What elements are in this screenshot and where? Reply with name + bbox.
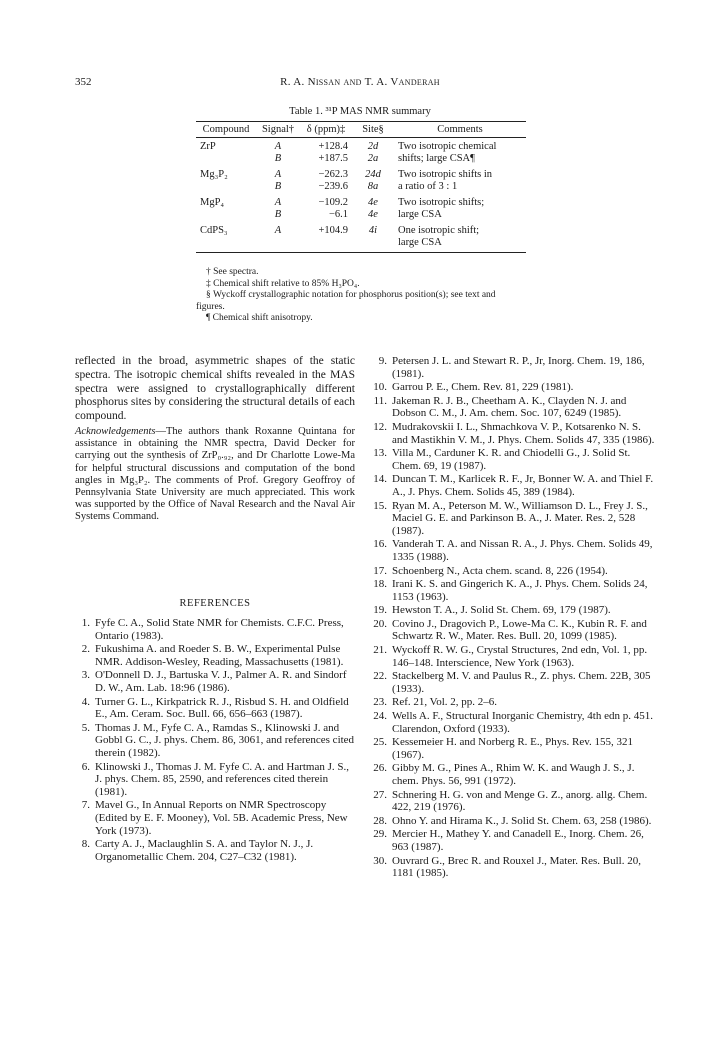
table-cell [196,153,256,165]
reference-number: 2. [81,643,90,656]
reference-text: Mercier H., Mathey Y. and Canadell E., Inorg. Chem. 26, 963 (1987). [392,828,644,853]
reference-item [372,421,657,446]
table-cell: large CSA [394,237,526,253]
table-cell: B [274,209,282,220]
reference-text: Petersen J. L. and Stewart R. P., Jr, Inorg. Chem. 19, 186, (1981). [392,355,645,380]
reference-text: Wyckoff R. W. G., Crystal Structures, 2nd edn, Vol. 1, pp. 146–148. Interscience, New York (1963). [392,644,648,669]
table-header-row [196,122,526,138]
reference-text: Schoenberg N., Acta chem. scand. 8, 226 (1954). [392,564,608,577]
reference-text: Mudrakovskii I. L., Shmachkova V. P., Kotsarenko N. S. and Mastikhin V. M., J. Phys. Chem. Solids 47, 335 (1986). [392,420,655,446]
reference-item [75,696,355,721]
reference-number: 26. [373,762,387,775]
table-cell: +104.9 [318,225,348,236]
reference-item [75,838,355,863]
reference-number: 9. [378,355,387,367]
table-row [196,237,526,253]
reference-text: Vanderah T. A. and Nissan R. A., J. Phys. Chem. Solids 49, 1335 (1988). [392,538,653,563]
table-cell: +187.5 [318,153,348,164]
table-cell: MgP₄ [200,197,225,208]
references-heading: REFERENCES [179,598,251,609]
reference-item [372,565,657,578]
nmr-summary-table [196,121,526,253]
reference-item [75,643,355,668]
table-cell: +128.4 [318,141,348,152]
reference-item [75,761,355,799]
reference-number: 6. [81,760,90,773]
reference-item [372,644,657,669]
reference-text: Ref. 21, Vol. 2, pp. 2–6. [392,696,498,709]
intro-paragraph: reflected in the broad, asymmetric shapes of the static spectra. The isotropic chemical shifts revealed in the MAS spectra were assigned to crystallographically different phosphorus sites by considering the structural details of each compound. [75,355,355,423]
reference-number: 3. [81,669,90,682]
reference-text: Covino J., Dragovich P., Lowe-Ma C. K., Kubin R. F. and Schwartz R. W., Mater. Res. Bull. 20, 1099 (1985). [392,617,647,643]
reference-number: 23. [373,696,387,709]
reference-number: 11. [373,394,387,407]
reference-number: 27. [373,788,387,801]
table-cell: 4i [368,225,378,236]
table-cell: 2d [367,141,379,152]
reference-item [372,447,657,472]
table-cell: −262.3 [318,169,348,180]
table-row [196,138,526,154]
table-row [196,153,526,165]
reference-item [75,799,355,837]
acknowledgements [75,426,355,524]
table-cell: −239.6 [318,181,348,192]
reference-text: Irani K. S. and Gingerich K. A., J. Phys. Chem. Solids 24, 1153 (1963). [392,578,648,603]
reference-text: Klinowski J., Thomas J. M. Fyfe C. A. and Hartman J. S., J. phys. Chem. 85, 2590, and references cited therein (1981). [95,760,350,798]
table-cell: B [274,153,282,164]
table-cell: large CSA [398,209,442,220]
reference-number: 8. [81,838,90,851]
reference-text: O'Donnell D. J., Bartuska V. J., Palmer A. R. and Sindorf D. W., Am. Lab. 18:96 (1986). [95,669,347,694]
reference-item [372,578,657,603]
table-header-cell: δ (ppm)‡ [300,122,352,138]
reference-item [372,604,657,617]
reference-number: 13. [373,447,387,460]
reference-number: 1. [81,617,90,629]
reference-text: Carty A. J., Maclaughlin S. A. and Taylor N. J., J. Organometallic Chem. 204, C27–C32 (1981). [95,838,314,863]
reference-text: Thomas J. M., Fyfe C. A., Ramdas S., Klinowski J. and Gobbl G. C., J. phys. Chem. 86, 3061, and references cited therein (1982). [95,721,355,759]
reference-text: Fukushima A. and Roeder S. B. W., Experimental Pulse NMR. Addison-Wesley, Reading, Massachusetts (1981). [95,643,344,668]
reference-number: 12. [373,420,387,433]
references-list-right [372,355,657,881]
reference-item [372,736,657,761]
table-cell: B [274,181,282,192]
reference-number: 5. [81,721,90,734]
table-cell: A [274,197,282,208]
table-cell [352,237,394,253]
reference-text: Stackelberg M. V. and Paulus R., Z. phys. Chem. 22B, 305 (1933). [392,670,651,695]
reference-text: Duncan T. M., Karlicek R. F., Jr, Bonner W. A. and Thiel F. A., J. Phys. Chem. Solids 45, 389 (1984). [392,473,654,498]
running-head: R. A. Nissan and T. A. Vanderah [280,76,440,88]
reference-number: 20. [373,617,387,630]
page-number: 352 [75,76,92,88]
reference-number: 21. [373,644,387,657]
table-notes [196,267,526,325]
reference-number: 28. [373,814,387,827]
table-cell: ZrP [200,141,216,152]
table-note: ‡ Chemical shift relative to 85% H₃PO₄. [206,278,360,289]
reference-item [372,789,657,814]
table-cell [256,237,300,253]
reference-item [372,828,657,853]
reference-number: 14. [373,473,387,486]
reference-text: Mavel G., In Annual Reports on NMR Spectroscopy (Edited by E. F. Mooney), Vol. 5B. Academic Press, New York (1973). [95,799,348,837]
table-cell: A [274,141,282,152]
table-header-cell: Site§ [352,122,394,138]
table-cell [196,209,256,221]
reference-text: Schnering H. G. von and Menge G. Z., anorg. allg. Chem. 422, 219 (1976). [392,788,648,814]
reference-number: 4. [81,695,90,708]
table-header-cell: Signal† [256,122,300,138]
reference-item [372,670,657,695]
reference-text: Garrou P. E., Chem. Rev. 81, 229 (1981). [392,381,574,394]
table-row [196,221,526,237]
reference-number: 22. [373,670,387,683]
reference-item [372,696,657,709]
table-note: † See spectra. [206,267,259,277]
reference-item [372,355,657,380]
reference-number: 24. [373,710,387,723]
table-cell: a ratio of 3 : 1 [398,181,458,192]
table-caption: Table 1. ³¹P MAS NMR summary [289,106,431,117]
reference-item [372,395,657,420]
table-row [196,193,526,209]
table-cell: −109.2 [318,197,348,208]
reference-text: Kessemeier H. and Norberg R. E., Phys. Rev. 155, 321 (1967). [392,736,634,761]
acknowledgements-label: Acknowledgements [75,426,156,437]
reference-number: 7. [81,799,90,812]
table-cell: 8a [367,181,379,192]
table-note: ¶ Chemical shift anisotropy. [206,313,313,323]
table-cell: CdPS₃ [200,225,228,236]
reference-text: Turner G. L., Kirkpatrick R. J., Risbud S. H. and Oldfield E., Am. Ceram. Soc. Bull. 66, 656–663 (1987). [95,695,349,721]
table-cell: 2a [367,153,379,164]
table-cell [300,237,352,253]
reference-text: Ohno Y. and Hirama K., J. Solid St. Chem. 63, 258 (1986). [392,814,652,827]
reference-text: Wells A. F., Structural Inorganic Chemistry, 4th edn p. 451. Clarendon, Oxford (1933). [392,710,653,735]
reference-number: 30. [373,854,387,867]
table-cell: A [274,225,282,236]
reference-text: Hewston T. A., J. Solid St. Chem. 69, 179 (1987). [392,604,611,617]
reference-text: Gibby M. G., Pines A., Rhim W. K. and Waugh J. S., J. chem. Phys. 56, 991 (1972). [392,762,635,787]
reference-item [75,669,355,694]
reference-item [372,473,657,498]
reference-item [372,500,657,538]
table-row [196,165,526,181]
table-cell [196,237,256,253]
reference-number: 15. [373,499,387,512]
reference-text: Ryan M. A., Peterson M. W., Williamson D. L., Frey J. S., Maciel G. E. and Parkinson B. A., J. Mater. Res. 2, 528 (1987). [392,499,648,537]
references-list-left [75,617,355,864]
table-cell: A [274,169,282,180]
reference-number: 17. [373,564,387,577]
table-cell: 24d [365,169,381,180]
table-cell: shifts; large CSA¶ [398,153,475,164]
table-cell: Mg₃P₂ [200,169,228,180]
table-cell: −6.1 [328,209,348,220]
table-header-cell: Compound [196,122,256,138]
reference-item [372,538,657,563]
reference-item [75,722,355,760]
reference-number: 25. [373,736,387,749]
table-cell [196,181,256,193]
table-cell: Two isotropic shifts; [398,197,485,208]
table-cell: Two isotropic shifts in [398,169,493,180]
reference-text: Fyfe C. A., Solid State NMR for Chemists. C.F.C. Press, Ontario (1983). [95,617,344,642]
reference-number: 10. [373,381,387,394]
reference-item [372,762,657,787]
table-row [196,181,526,193]
reference-text: Jakeman R. J. B., Cheetham A. K., Clayden N. J. and Dobson C. M., J. Am. chem. Soc. 107, 6249 (1985). [392,394,627,420]
reference-item [372,855,657,880]
reference-item [372,710,657,735]
table-cell: Two isotropic chemical [398,141,497,152]
reference-number: 16. [373,538,387,551]
table-cell: One isotropic shift; [398,225,480,236]
acknowledgements-text: —The authors thank Roxanne Quintana for assistance in obtaining the NMR spectra, David Decker for carrying out the synthesis of ZrP₀.₉₂, and Dr Charlotte Lowe-Ma for helpful structural discussions and computation of the bond angles in Mg₃P₂. The comments of Prof. Gregory Geoffroy of Pennsylvania State University are much appreciated. This work was supported by the Office of Naval Research and the Naval Air Systems Command. [75,426,355,523]
reference-number: 18. [373,578,387,591]
reference-number: 29. [373,828,387,841]
reference-text: Ouvrard G., Brec R. and Rouxel J., Mater. Res. Bull. 20, 1181 (1985). [392,854,641,880]
table-note: § Wyckoff crystallographic notation for phosphorus position(s); see text and figures. [196,290,496,312]
reference-item [372,618,657,643]
table-row [196,209,526,221]
reference-text: Villa M., Carduner K. R. and Chiodelli G., J. Solid St. Chem. 69, 19 (1987). [392,447,631,472]
reference-number: 19. [373,604,387,617]
table-header-cell: Comments [394,122,526,138]
reference-item [372,381,657,394]
table-cell: 4e [368,197,378,208]
table-cell: 4e [368,209,378,220]
reference-item [75,617,355,642]
reference-item [372,815,657,828]
